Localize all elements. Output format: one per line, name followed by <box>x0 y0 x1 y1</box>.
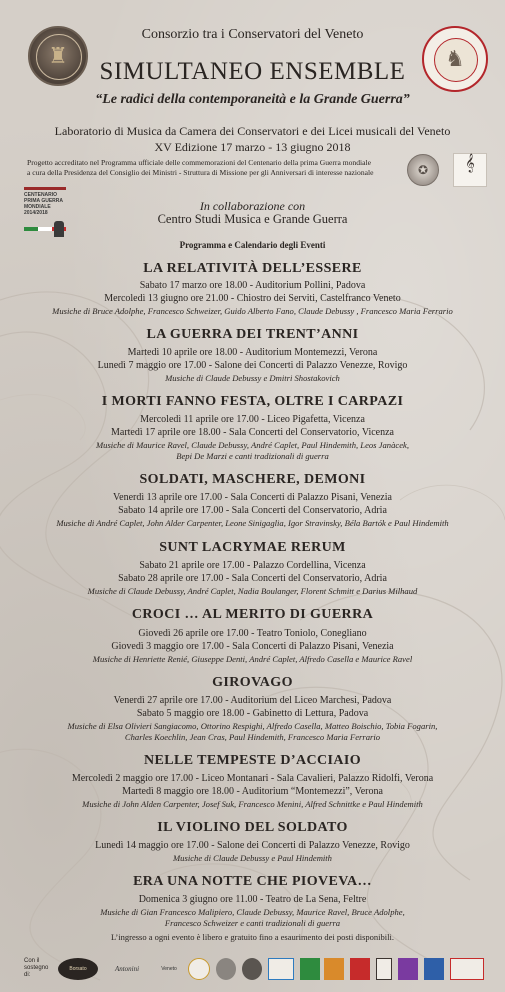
event-title: SOLDATI, MASCHERE, DEMONI <box>139 472 366 487</box>
event-date-line: Venerdì 27 aprile ore 17.00 - Auditorium del Liceo Marchesi, Padova <box>113 695 392 706</box>
event-music: Musiche di John Alden Carpenter, Josef Suk, Francesco Menini, Alfred Schnittke e Paul Hindemith <box>82 799 423 809</box>
sponsor-logo <box>268 958 294 980</box>
event-title: CROCI … AL MERITO DI GUERRA <box>131 607 374 622</box>
event-date-line: Sabato 21 aprile ore 17.00 - Palazzo Cordellina, Vicenza <box>139 560 366 571</box>
event-title: SUNT LACRYMAE RERUM <box>159 540 346 555</box>
treble-clef-icon: 𝄞 <box>465 155 475 172</box>
event-date-line: Martedì 10 aprile ore 18.00 - Auditorium Montemezzi, Verona <box>127 347 378 358</box>
sponsor-logo <box>398 958 418 980</box>
centro-studi-logo <box>453 153 487 187</box>
event-date-line: Giovedì 26 aprile ore 17.00 - Teatro Toniolo, Conegliano <box>138 628 367 639</box>
centenario-logo: CENTENARIO PRIMA GUERRA MONDIALE 2014/2018 <box>24 187 66 237</box>
event-date-line: Lunedì 14 maggio ore 17.00 - Salone dei Concerti di Palazzo Venezze, Rovigo <box>95 840 410 851</box>
event-date-line: Sabato 14 aprile ore 17.00 - Sala Concerti del Conservatorio, Adria <box>118 505 387 516</box>
event-date-line: Sabato 17 marzo ore 18.00 - Auditorium Pollini, Padova <box>139 280 366 291</box>
sponsor-logo: Antonini <box>114 965 140 973</box>
sponsor-logo <box>450 958 484 980</box>
event-music: Francesco Schweizer e canti tradizionali di guerra <box>164 918 341 928</box>
program-heading: Programma e Calendario degli Eventi <box>179 240 326 250</box>
sponsor-logo: Veneto <box>161 966 177 972</box>
event-title: IL VIOLINO DEL SOLDATO <box>157 820 348 835</box>
event-date-line: Giovedì 3 maggio ore 17.00 - Sala Concerti di Palazzo Pisani, Venezia <box>111 641 394 652</box>
progetto-line-2: a cura della Presidenza del Consiglio dei Ministri - Struttura di Missione per gli Anniversari di interesse nazionale <box>27 168 374 177</box>
sponsor-logo <box>424 958 444 980</box>
event-music: Bepi De Marzi e canti tradizionali di guerra <box>176 451 329 461</box>
event-title: I MORTI FANNO FESTA, OLTRE I CARPAZI <box>101 394 404 409</box>
sponsor-logo <box>242 958 262 980</box>
collaboration-name: Centro Studi Musica e Grande Guerra <box>157 212 348 226</box>
emblem-icon: ✪ <box>417 163 429 177</box>
event-title: LA GUERRA DEI TRENT’ANNI <box>146 327 359 342</box>
sponsor-logo <box>324 958 344 980</box>
sponsor-logo <box>216 958 236 980</box>
event-music: Musiche di André Caplet, John Alder Carpenter, Leone Sinigaglia, Igor Stravinsky, Béla Bartók e Paul Hindemith <box>56 518 449 528</box>
event-music: Musiche di Gian Francesco Malipiero, Claude Debussy, Maurice Ravel, Bruce Adolphe, <box>100 907 405 917</box>
sponsor-label: Con il sostegno di: <box>24 958 49 978</box>
page-subtitle: “Le radici della contemporaneità e la Grande Guerra” <box>95 92 410 107</box>
event-music: Charles Koechlin, Jean Cras, Paul Hindemith, Francesco Maria Ferrario <box>124 732 381 742</box>
event-music: Musiche di Elsa Olivieri Sangiacomo, Ottorino Respighi, Alfredo Casella, Matteo Boischio, Tobia Fogarin, <box>67 721 438 731</box>
progetto-line-1: Progetto accreditato nel Programma ufficiale delle commemorazioni del Centenario della prima Guerra mondiale <box>27 158 371 167</box>
event-date-line: Martedì 17 aprile ore 18.00 - Sala Concerti del Conservatorio, Vicenza <box>110 427 394 438</box>
laboratorio-text: Laboratorio di Musica da Camera dei Conservatori e dei Licei musicali del Veneto <box>54 124 451 138</box>
collaboration-intro: In collaborazione con <box>199 199 306 213</box>
event-date-line: Sabato 5 maggio ore 18.00 - Gabinetto di Lettura, Padova <box>136 708 369 719</box>
presidenza-seal-logo <box>407 154 439 186</box>
event-music: Musiche di Maurice Ravel, Claude Debussy, André Caplet, Paul Hindemith, Leos Janàcek, <box>96 440 409 450</box>
sponsor-logo <box>300 958 320 980</box>
event-title: ERA UNA NOTTE CHE PIOVEVA… <box>133 874 372 889</box>
progetto-text <box>27 158 402 178</box>
event-music: Musiche di Claude Debussy e Dmitri Shostakovich <box>165 373 340 383</box>
winged-lion-icon: ♜ <box>48 43 68 68</box>
event-music: Musiche di Claude Debussy, André Caplet, Nadia Boulanger, Florent Schmitt e Darius Milhaud <box>87 586 418 596</box>
event-date-line: Lunedì 7 maggio ore 17.00 - Salone dei Concerti di Palazzo Venezze, Rovigo <box>97 360 408 371</box>
figure-icon: ♞ <box>445 46 465 71</box>
event-date-line: Venerdì 13 aprile ore 17.00 - Sala Concerti di Palazzo Pisani, Venezia <box>113 492 392 503</box>
event-music: Musiche di Claude Debussy e Paul Hindemith <box>173 853 332 863</box>
event-title: LA RELATIVITÀ DELL’ESSERE <box>143 261 362 276</box>
event-date-line: Mercoledì 13 giugno ore 21.00 - Chiostro dei Serviti, Castelfranco Veneto <box>104 293 401 304</box>
sponsor-logo <box>350 958 370 980</box>
sponsor-logo <box>188 958 210 980</box>
event-music: Musiche di Bruce Adolphe, Francesco Schweizer, Guido Alberto Fano, Claude Debussy , Francesco Maria Ferrario <box>52 306 453 316</box>
sponsor-logo <box>376 958 392 980</box>
event-music: Musiche di Henriette Renié, Giuseppe Denti, André Caplet, Alfredo Casella e Maurice Ravel <box>92 654 413 664</box>
free-entry-note: L’ingresso a ogni evento è libero e gratuito fino a esaurimento dei posti disponibili. <box>111 932 394 942</box>
page-title: SIMULTANEO ENSEMBLE <box>99 58 406 85</box>
edition-text: XV Edizione 17 marzo - 13 giugno 2018 <box>154 140 351 154</box>
event-date-line: Sabato 28 aprile ore 17.00 - Sala Concerti del Conservatorio, Adria <box>118 573 387 584</box>
event-title: NELLE TEMPESTE D’ACCIAIO <box>143 753 362 768</box>
event-title: GIROVAGO <box>212 675 293 690</box>
event-date-line: Mercoledì 11 aprile ore 17.00 - Liceo Pigafetta, Vicenza <box>140 414 365 425</box>
sponsor-logo: Borsato <box>58 958 98 980</box>
consorzio-heading: Consorzio tra i Conservatori del Veneto <box>141 27 364 42</box>
event-date-line: Domenica 3 giugno ore 11.00 - Teatro de La Sena, Feltre <box>138 894 367 905</box>
event-date-line: Mercoledì 2 maggio ore 17.00 - Liceo Montanari - Sala Cavalieri, Palazzo Ridolfi, Verona <box>71 773 434 784</box>
event-date-line: Martedì 8 maggio ore 18.00 - Auditorium “Montemezzi”, Verona <box>122 786 383 797</box>
